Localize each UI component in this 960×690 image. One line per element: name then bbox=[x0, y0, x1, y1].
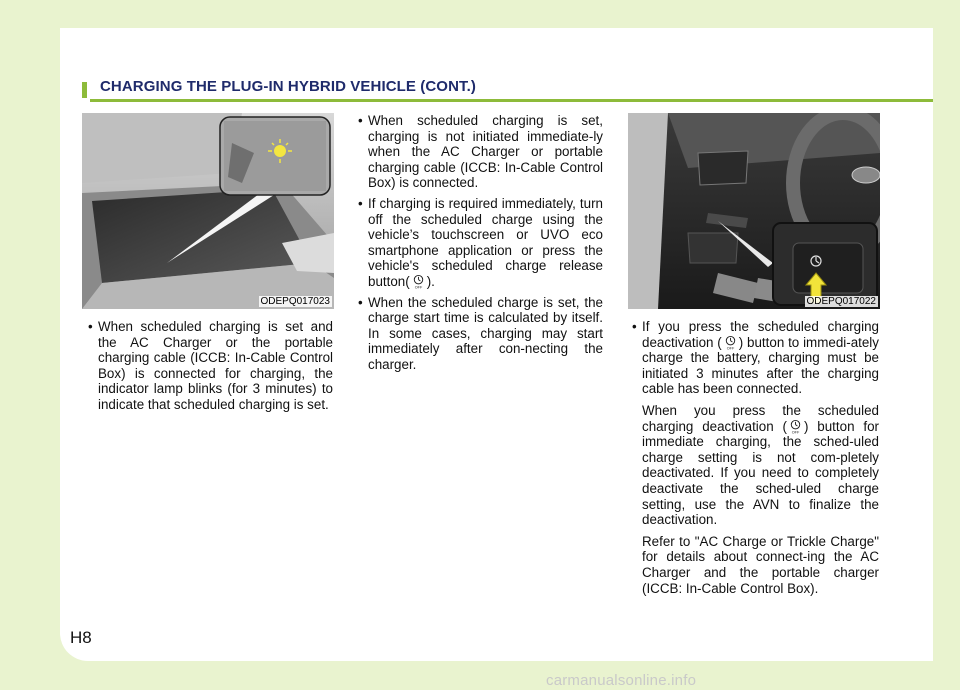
section-title: CHARGING THE PLUG-IN HYBRID VEHICLE (CONT.) bbox=[100, 78, 476, 95]
windshield-illustration bbox=[82, 113, 334, 309]
paragraph-not-deactivated bbox=[628, 403, 879, 528]
bullet-immediate-charge bbox=[354, 196, 603, 290]
bullet-indicator-lamp: • When scheduled charging is set and the AC Charger or the portable charging cable (ICCB: In-Cable Control Box) is connected for charging, the indicator lamp blinks (for 3 minutes) to indicate that scheduled charging is set. bbox=[84, 319, 333, 413]
text-column-2 bbox=[354, 113, 603, 378]
svg-text:OFF: OFF bbox=[791, 430, 800, 434]
scheduled-charge-off-icon bbox=[411, 274, 426, 289]
bullet-deactivation bbox=[628, 319, 879, 397]
bullet-text: ) button to immedi-ately charge the battery, charging must be initiated 3 minutes after the charging cable has been connected. bbox=[642, 334, 879, 397]
bullet-text: If charging is required immediately, turn off the scheduled charge using the vehicle’s touchscreen or UVO eco smartphone application or press the vehicle's scheduled charge release button( bbox=[368, 195, 603, 289]
text-column-1 bbox=[84, 319, 333, 418]
bullet-not-immediate: • When scheduled charging is set, charging is not initiated immediate-ly when the AC Charger or portable charging cable (ICCB: In-Cable Control Box) is connected. bbox=[354, 113, 603, 191]
paragraph-text: ) button for immediate charging, the sched-uled charge setting is not com-pletely deactivated. If you need to completely deactivate the sched-uled charge setting, use the AVN to finalize the deactivation. bbox=[642, 418, 879, 528]
section-accent-bar bbox=[82, 82, 87, 98]
paragraph-refer: Refer to "AC Charge or Trickle Charge" for details about connect-ing the AC Charger and the portable charger (ICCB: In-Cable Control Box). bbox=[642, 533, 879, 596]
figure-code: ODEPQ017023 bbox=[260, 296, 330, 307]
windshield-indicator-figure bbox=[82, 113, 334, 309]
dashboard-button-figure bbox=[628, 113, 880, 309]
svg-text:OFF: OFF bbox=[726, 346, 734, 350]
paragraph-text: When you press the scheduled charging deactivation ( bbox=[642, 402, 879, 434]
text-column-3 bbox=[628, 319, 879, 596]
svg-text:OFF: OFF bbox=[414, 285, 422, 289]
section-title-underline bbox=[90, 99, 933, 102]
scheduled-charge-off-icon bbox=[723, 335, 738, 350]
dashboard-illustration bbox=[628, 113, 880, 309]
bullet-text: ). bbox=[426, 273, 435, 289]
bullet-text: If you press the scheduled charging deactivation ( bbox=[642, 319, 879, 350]
bullet-start-time: • When the scheduled charge is set, the charge start time is calculated by itself. In some cases, charging may start immediately after con-necting the charger. bbox=[354, 295, 603, 373]
figure-code: ODEPQ017022 bbox=[806, 296, 876, 307]
watermark: carmanualsonline.info bbox=[546, 672, 697, 689]
page-number: H8 bbox=[70, 628, 92, 647]
scheduled-charge-off-icon bbox=[788, 419, 803, 434]
